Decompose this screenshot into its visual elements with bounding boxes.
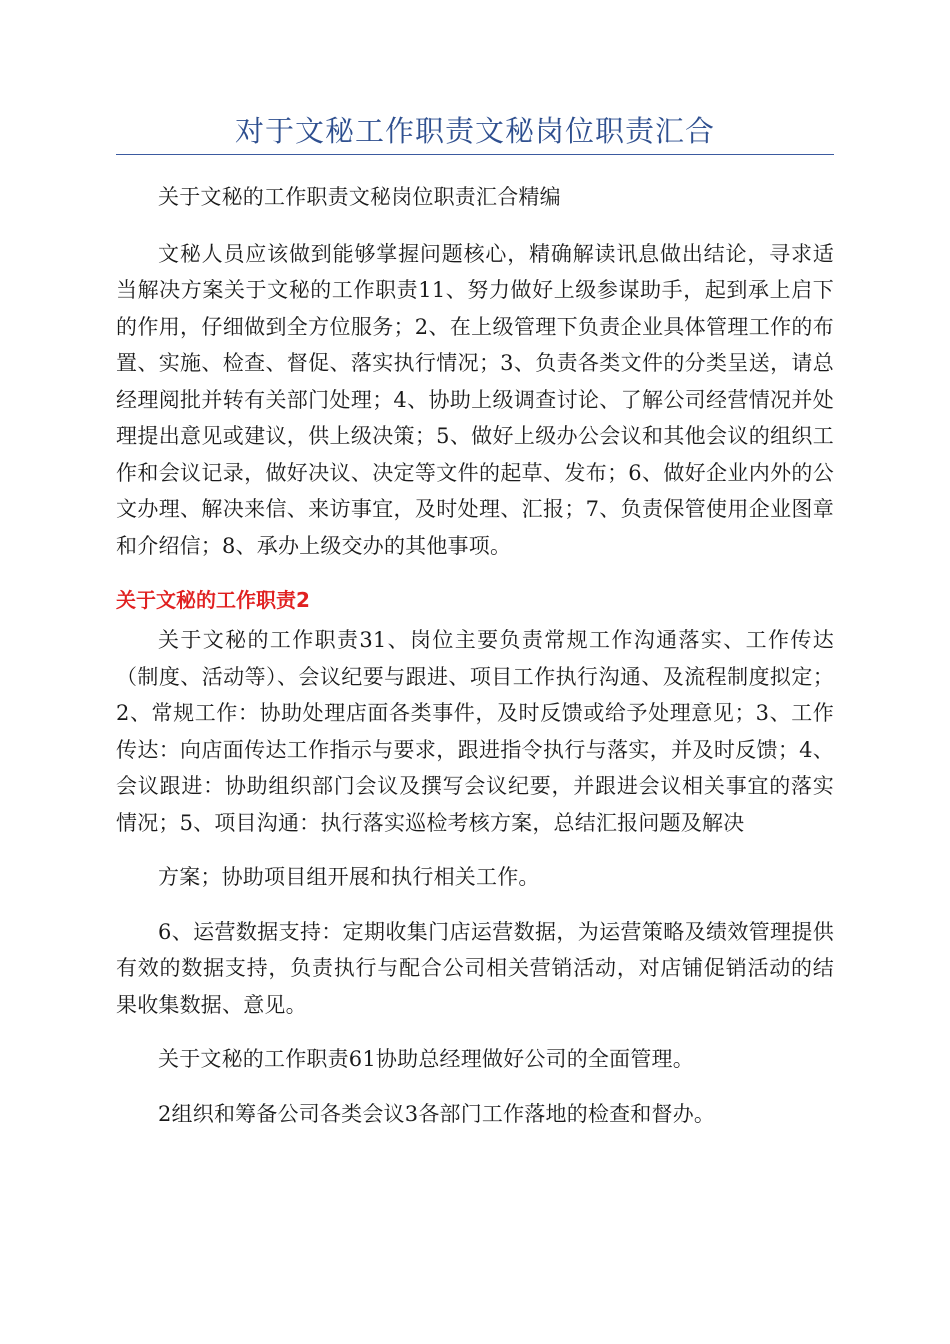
intro-paragraph: 文秘人员应该做到能够掌握问题核心，精确解读讯息做出结论，寻求适当解决方案关于文秘的工作职责11、努力做好上级参谋助手，起到承上启下的作用，仔细做到全方位服务；2、在上级管理下负责企业具体管理工作的布置、实施、检查、督促、落实执行情况；3、负责各类文件的分类呈送，请总经理阅批并转有关部门处理；4、协助上级调查讨论、了解公司经营情况并处理提出意见或建议，供上级决策；5、做好上级办公会议和其他会议的组织工作和会议记录，做好决议、决定等文件的起草、发布；6、做好企业内外的公文办理、解决来信、来访事宜，及时处理、汇报；7、负责保管使用企业图章和介绍信；8、承办上级交办的其他事项。 [116,241,834,558]
document-subtitle: 关于文秘的工作职责文秘岗位职责汇合精编 [158,185,561,209]
body-paragraph: 2组织和筹备公司各类会议3各部门工作落地的检查和督办。 [158,1101,716,1126]
title-underline [116,154,834,155]
document-page [116,108,834,1132]
body-paragraph: 6、运营数据支持：定期收集门店运营数据，为运营策略及绩效管理提供有效的数据支持，负责执行与配合公司相关营销活动，对店铺促销活动的结果收集数据、意见。 [116,919,834,1017]
body-paragraph: 关于文秘的工作职责61协助总经理做好公司的全面管理。 [158,1047,694,1071]
body-paragraph: 关于文秘的工作职责31、岗位主要负责常规工作沟通落实、工作传达（制度、活动等）、会议纪要与跟进、项目工作执行沟通、及流程制度拟定；2、常规工作：协助处理店面各类事件，及时反馈或给予处理意见；3、工作传达：向店面传达工作指示与要求，跟进指令执行与落实，并及时反馈；4、会议跟进：协助组织部门会议及撰写会议纪要，并跟进会议相关事宜的落实情况；5、项目沟通：执行落实巡检考核方案，总结汇报问题及解决 [116,628,834,835]
body-paragraph: 方案；协助项目组开展和执行相关工作。 [158,865,540,889]
document-title: 对于文秘工作职责文秘岗位职责汇合 [234,114,715,148]
section-heading: 关于文秘的工作职责2 [116,588,310,612]
